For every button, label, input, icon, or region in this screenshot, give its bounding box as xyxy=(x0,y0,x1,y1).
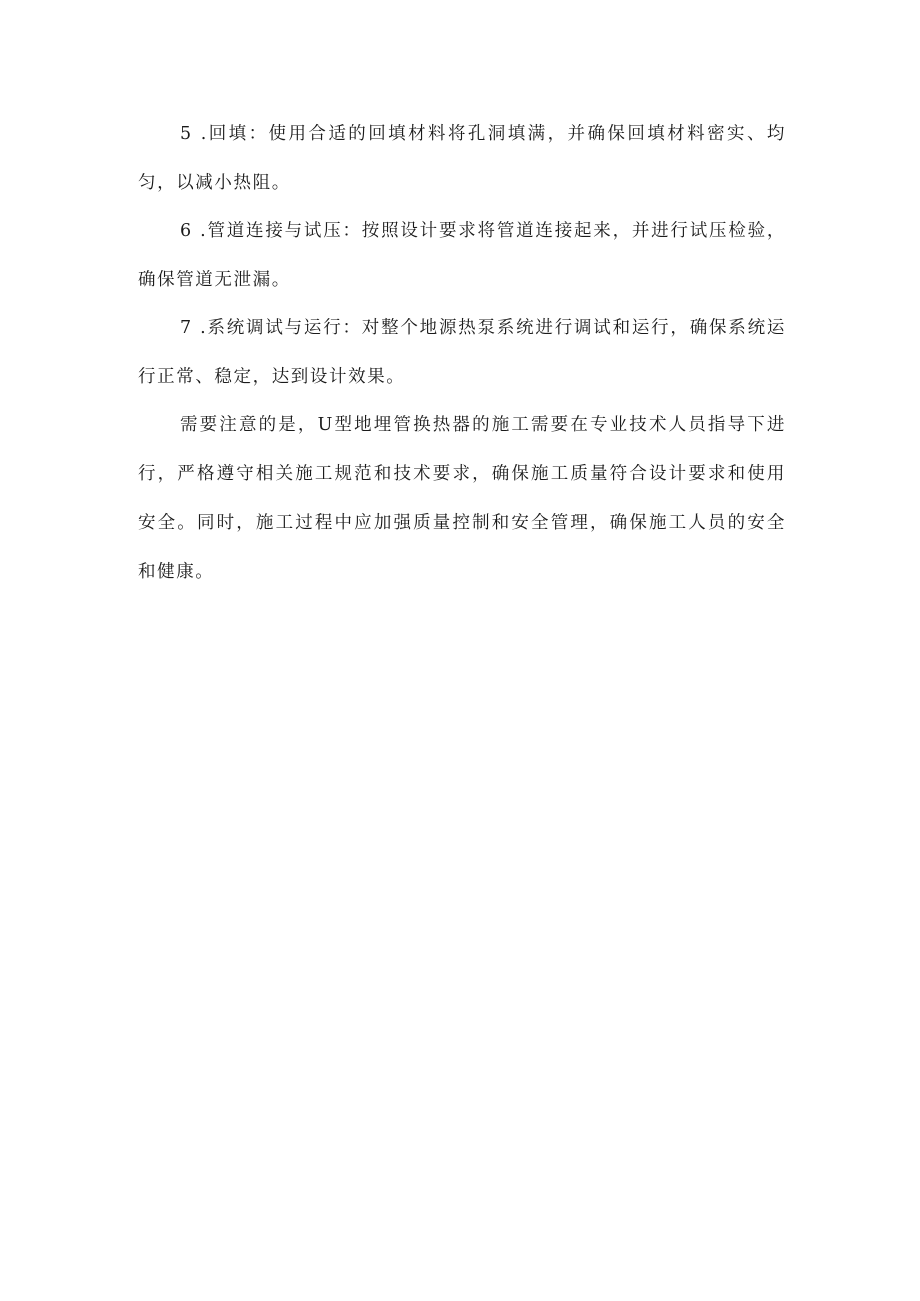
note-paragraph: 需要注意的是，U型地埋管换热器的施工需要在专业技术人员指导下进行，严格遵守相关施工规范和技术要求，确保施工质量符合设计要求和使用安全。同时，施工过程中应加强质量控制和安全管理，确保施工人员的安全和健康。 xyxy=(138,415,786,582)
step-6-paragraph: 6 .管道连接与试压：按照设计要求将管道连接起来，并进行试压检验，确保管道无泄漏。 xyxy=(138,221,786,290)
step-7-paragraph: 7 .系统调试与运行：对整个地源热泵系统进行调试和运行，确保系统运行正常、稳定，达到设计效果。 xyxy=(138,318,786,387)
step-5-paragraph: 5 .回填：使用合适的回填材料将孔洞填满，并确保回填材料密实、均匀，以减小热阻。 xyxy=(138,124,786,193)
